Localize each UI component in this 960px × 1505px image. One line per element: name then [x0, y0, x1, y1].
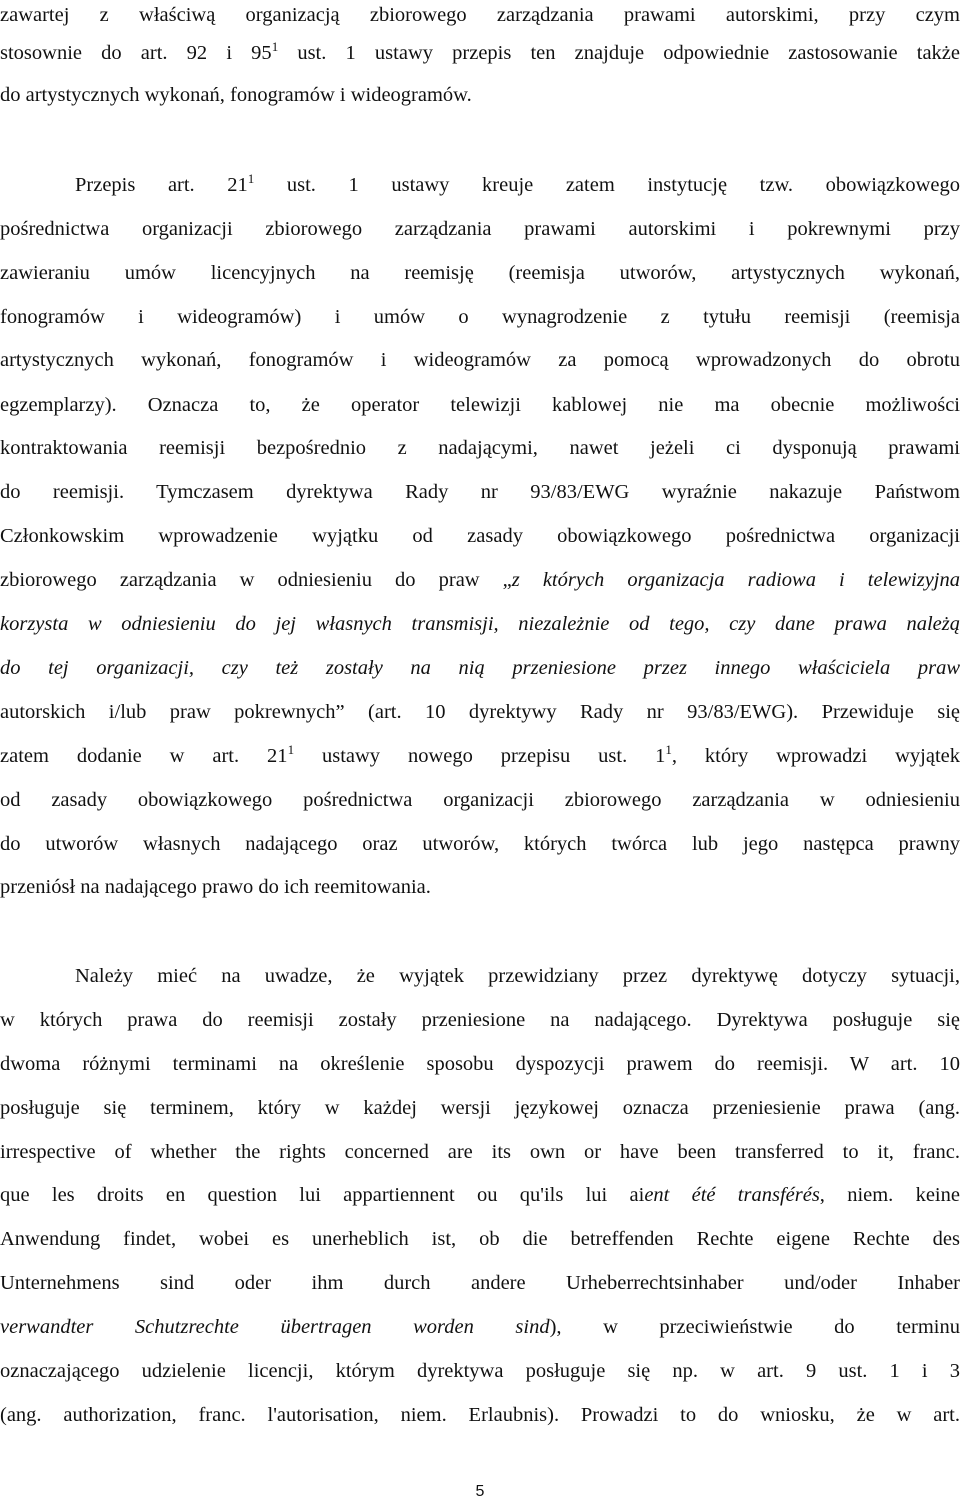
text-line: autorskich i/lub praw pokrewnych” (art. 10 dyrektywy Rady nr 93/83/EWG). Przewiduje się — [0, 701, 960, 723]
text-line: fonogramów i wideogramów) i umów o wynagrodzenie z tytułu reemisji (reemisja — [0, 306, 960, 328]
superscript: 1 — [287, 742, 295, 757]
text-line: oznaczającego udzielenie licencji, którym dyrektywa posługuje się np. w art. 9 ust. 1 i 3 — [0, 1360, 960, 1382]
italic-quote: z których organizacja radiowa i telewizyjna — [511, 569, 960, 591]
italic-phrase: ent été transférés — [644, 1184, 820, 1206]
text-line: (ang. authorization, franc. l'autorisation, niem. Erlaubnis). Prowadzi to do wniosku, że w art. — [0, 1404, 960, 1426]
superscript: 1 — [271, 39, 279, 54]
superscript: 1 — [247, 171, 255, 186]
italic-quote: korzysta w odniesieniu do jej własnych transmisji, niezależnie od tego, czy dane prawa należą — [0, 613, 960, 635]
text-line: do reemisji. Tymczasem dyrektywa Rady nr 93/83/EWG wyraźnie nakazuje Państwom — [0, 481, 960, 503]
text-line: zatem dodanie w art. $21^1$ ustawy nowego przepisu ust. $1^1$, który wprowadzi wyjątek — [0, 742, 960, 767]
text-line: do artystycznych wykonań, fonogramów i wideogramów. — [0, 84, 472, 106]
text-line: od zasady obowiązkowego pośrednictwa organizacji zbiorowego zarządzania w odniesieniu — [0, 789, 960, 811]
italic-phrase: verwandter Schutzrechte übertragen worden sind — [0, 1316, 550, 1338]
text-line: w których prawa do reemisji zostały przeniesione na nadającego. Dyrektywa posługuje się — [0, 1009, 960, 1031]
text-line: irrespective of whether the rights concerned are its own or have been transferred to it, franc. — [0, 1141, 960, 1163]
text-line: artystycznych wykonań, fonogramów i wideogramów za pomocą wprowadzonych do obrotu — [0, 349, 960, 371]
text-line: Członkowskim wprowadzenie wyjątku od zasady obowiązkowego pośrednictwa organizacji — [0, 525, 960, 547]
text-line: dwoma różnymi terminami na określenie sposobu dyspozycji prawem do reemisji. W art. 10 — [0, 1053, 960, 1075]
text-line: kontraktowania reemisji bezpośrednio z nadającymi, nawet jeżeli ci dysponują prawami — [0, 437, 960, 459]
page-number: 5 — [475, 1483, 485, 1500]
text-line: que les droits en question lui appartiennent ou qu'ils lui aient été transférés, niem. keine — [0, 1184, 960, 1206]
text-line: Przepis art. $21^1$ ust. 1 ustawy kreuje zatem instytucję tzw. obowiązkowego — [75, 171, 960, 196]
text-line: Należy mieć na uwadze, że wyjątek przewidziany przez dyrektywę dotyczy sytuacji, — [75, 965, 960, 987]
superscript: 1 — [665, 742, 672, 757]
text-line: do utworów własnych nadającego oraz utworów, których twórca lub jego następca prawny — [0, 833, 960, 855]
text-line: Unternehmens sind oder ihm durch andere Urheberrechtsinhaber und/oder Inhaber — [0, 1272, 960, 1294]
text-line: pośrednictwa organizacji zbiorowego zarządzania prawami autorskimi i pokrewnymi przy — [0, 218, 960, 240]
text-line: egzemplarzy). Oznacza to, że operator telewizji kablowej nie ma obecnie możliwości — [0, 394, 960, 416]
text-line: stosownie do art. 92 i $95^1$ ust. 1 ustawy przepis ten znajduje odpowiednie zastosowanie także — [0, 39, 960, 64]
text-line: zawartej z właściwą organizacją zbiorowego zarządzania prawami autorskimi, przy czym — [0, 4, 960, 26]
italic-quote: do tej organizacji, czy też zostały na nią przeniesione przez innego właściciela praw — [0, 657, 960, 679]
text-line: posługuje się terminem, który w każdej wersji językowej oznacza przeniesienie prawa (ang. — [0, 1097, 960, 1119]
text-line: zawieraniu umów licencyjnych na reemisję (reemisja utworów, artystycznych wykonań, — [0, 262, 960, 284]
text-line: verwandter Schutzrechte übertragen worden sind), w przeciwieństwie do terminu — [0, 1316, 960, 1338]
text-line: Anwendung findet, wobei es unerheblich ist, ob die betreffenden Rechte eigene Rechte des — [0, 1228, 960, 1250]
text-line: zbiorowego zarządzania w odniesieniu do praw „z których organizacja radiowa i telewizyjna — [0, 569, 960, 591]
text-line — [0, 653, 960, 683]
text-line — [0, 609, 960, 639]
text-line: przeniósł na nadającego prawo do ich reemitowania. — [0, 876, 431, 898]
